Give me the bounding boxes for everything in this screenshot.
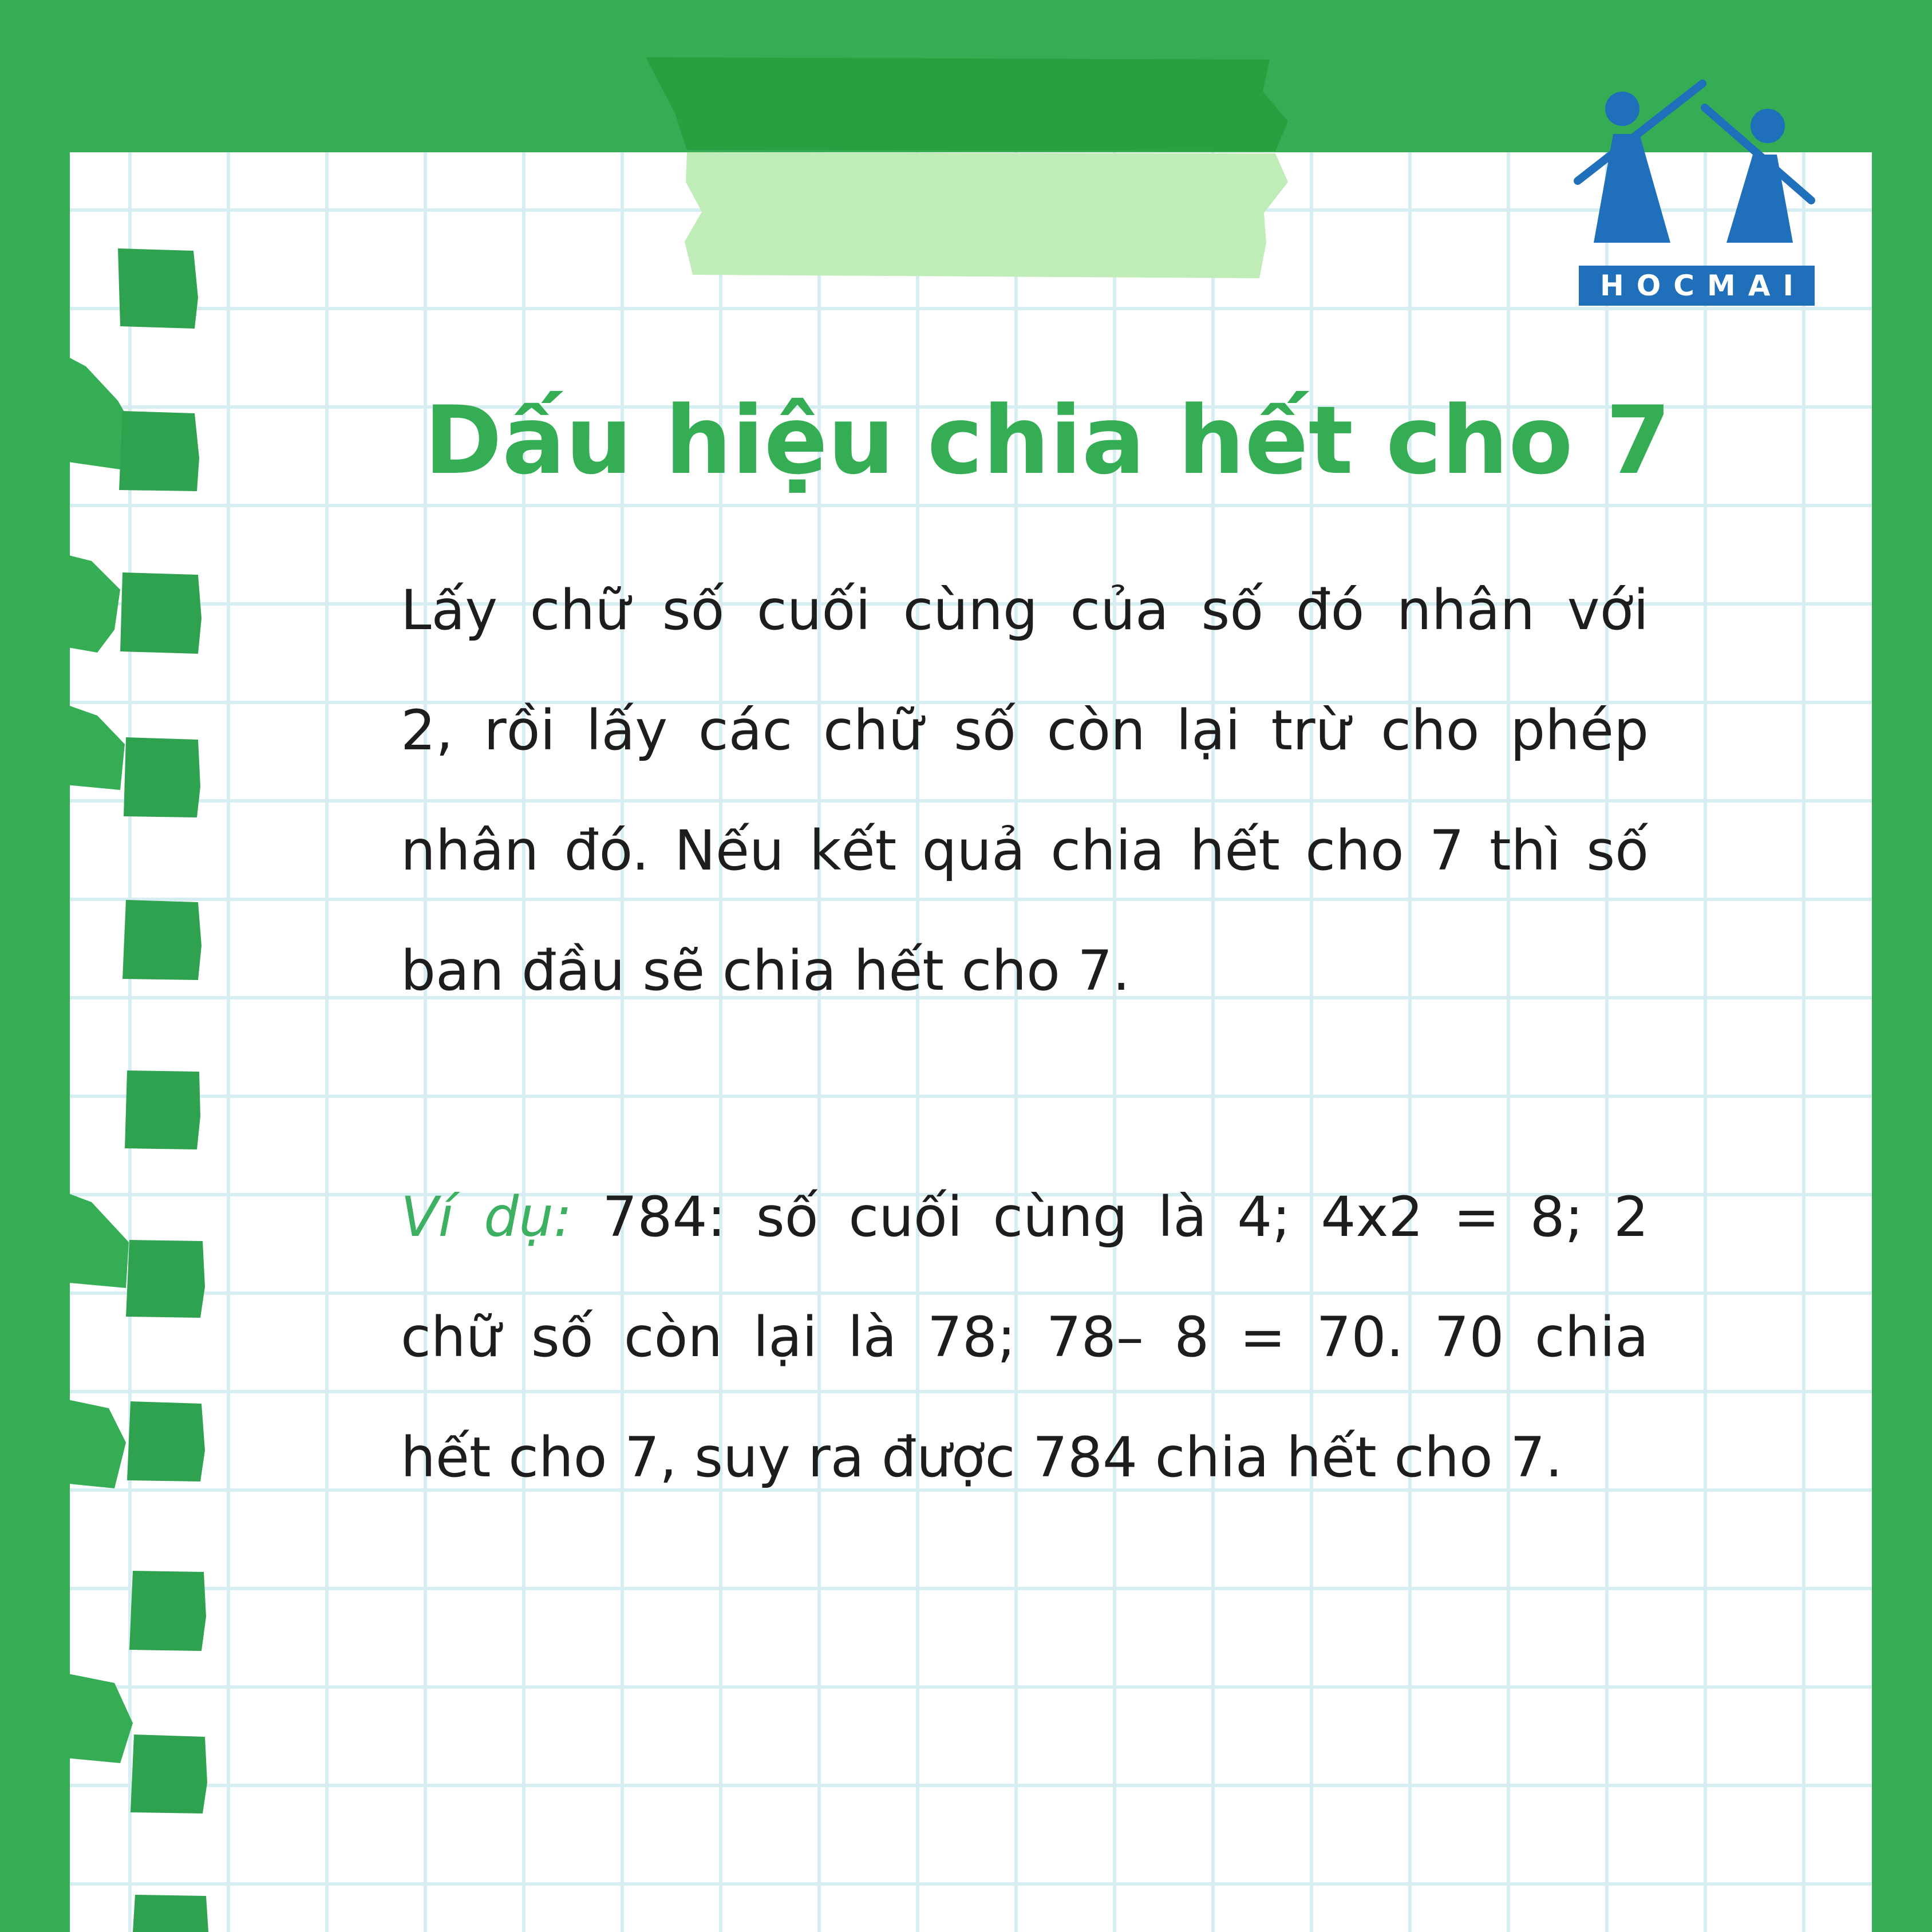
example-line-1: [401, 1165, 1649, 1269]
punch-holes: [0, 0, 218, 1932]
rule-line-1: Lấy chữ số cuối cùng của số đó nhân với: [401, 578, 1649, 642]
example-label: Ví dụ:: [401, 1185, 572, 1249]
hocmai-logo: [1573, 79, 1816, 308]
example-text: 784: số cuối cùng là 4; 4x2 = 8; 2: [602, 1185, 1649, 1249]
page-title: Dấu hiệu chia hết cho 7: [424, 386, 1671, 495]
rule-line-3: nhân đó. Nếu kết quả chia hết cho 7 thì số: [401, 819, 1649, 883]
logo-figures-icon: [1573, 79, 1816, 268]
rule-line-2: 2, rồi lấy các chữ số còn lại trừ cho phép: [401, 698, 1649, 762]
example-line-3: hết cho 7, suy ra được 784 chia hết cho 7.: [401, 1425, 1563, 1490]
logo-text: HOCMAI: [1579, 266, 1815, 306]
rule-line-4: ban đầu sẽ chia hết cho 7.: [401, 939, 1131, 1003]
example-line-2: chữ số còn lại là 78; 78– 8 = 70. 70 chia: [401, 1305, 1649, 1369]
